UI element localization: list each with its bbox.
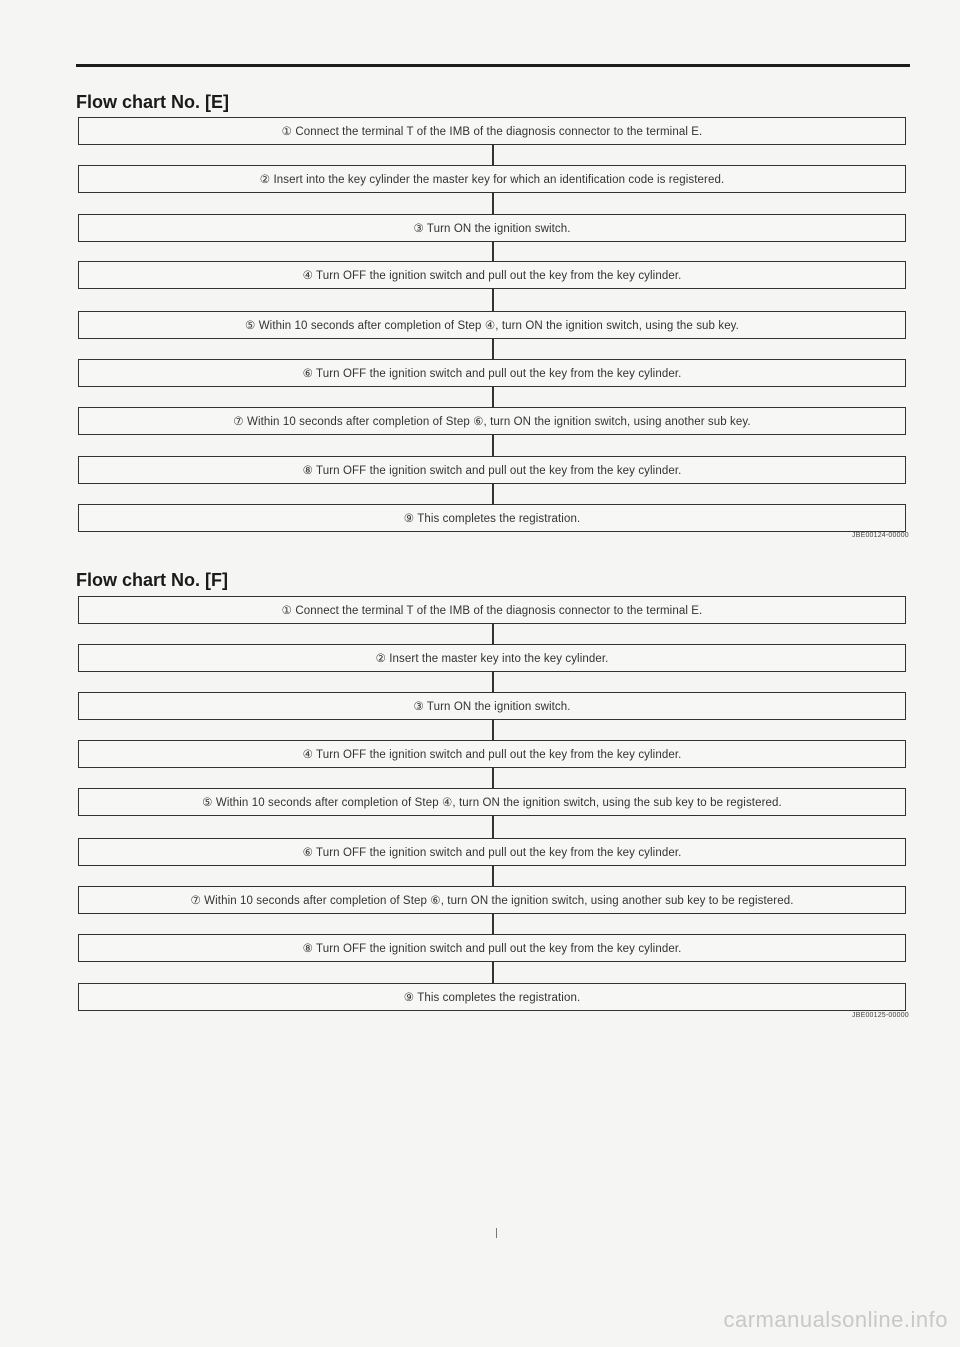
flow-f-step-1: ① Connect the terminal T of the IMB of the diagnosis connector to the terminal E.: [78, 596, 906, 624]
flow-e-connector: [492, 145, 494, 165]
flow-e-connector: [492, 289, 494, 311]
flow-e-connector: [492, 193, 494, 214]
flow-f-step-8: ⑧ Turn OFF the ignition switch and pull out the key from the key cylinder.: [78, 934, 906, 962]
watermark: carmanualsonline.info: [723, 1307, 948, 1332]
flow-e-connector: [492, 339, 494, 359]
flow-e-step-3: ③ Turn ON the ignition switch.: [78, 214, 906, 242]
flow-e-step-8: ⑧ Turn OFF the ignition switch and pull out the key from the key cylinder.: [78, 456, 906, 484]
flow-e-connector: [492, 242, 494, 261]
flow-f-figure-code: JBE00125-00000: [852, 1012, 909, 1019]
flow-e-step-9: ⑨ This completes the registration.: [78, 504, 906, 532]
flow-f-step-7: ⑦ Within 10 seconds after completion of Step ⑥, turn ON the ignition switch, using another sub key to be registered.: [78, 886, 906, 914]
flow-e-step-2: ② Insert into the key cylinder the master key for which an identification code is registered.: [78, 165, 906, 193]
flow-f-step-3: ③ Turn ON the ignition switch.: [78, 692, 906, 720]
page-mark: [496, 1228, 497, 1238]
flow-f-connector: [492, 624, 494, 644]
flow-e-connector: [492, 435, 494, 456]
flow-f-connector: [492, 672, 494, 692]
flow-e-connector: [492, 387, 494, 407]
flow-e-figure-code: JBE00124-00000: [852, 532, 909, 539]
flow-f-connector: [492, 816, 494, 838]
flow-f-step-2: ② Insert the master key into the key cylinder.: [78, 644, 906, 672]
flow-f-step-9: ⑨ This completes the registration.: [78, 983, 906, 1011]
flow-f-step-6: ⑥ Turn OFF the ignition switch and pull out the key from the key cylinder.: [78, 838, 906, 866]
top-rule: [76, 64, 910, 67]
flow-f-connector: [492, 768, 494, 788]
flow-e-step-1: ① Connect the terminal T of the IMB of the diagnosis connector to the terminal E.: [78, 117, 906, 145]
flow-f-connector: [492, 720, 494, 740]
flow-f-step-4: ④ Turn OFF the ignition switch and pull out the key from the key cylinder.: [78, 740, 906, 768]
flow-f-connector: [492, 914, 494, 934]
flow-e-step-5: ⑤ Within 10 seconds after completion of Step ④, turn ON the ignition switch, using the sub key.: [78, 311, 906, 339]
flow-f-connector: [492, 866, 494, 886]
flow-e-step-6: ⑥ Turn OFF the ignition switch and pull out the key from the key cylinder.: [78, 359, 906, 387]
flow-e-connector: [492, 484, 494, 504]
flow-f-connector: [492, 962, 494, 983]
flow-chart-f-title: Flow chart No. [F]: [76, 570, 228, 590]
flow-f-step-5: ⑤ Within 10 seconds after completion of Step ④, turn ON the ignition switch, using the sub key to be registered.: [78, 788, 906, 816]
flow-e-step-4: ④ Turn OFF the ignition switch and pull out the key from the key cylinder.: [78, 261, 906, 289]
flow-chart-e-title: Flow chart No. [E]: [76, 92, 229, 112]
flow-e-step-7: ⑦ Within 10 seconds after completion of Step ⑥, turn ON the ignition switch, using another sub key.: [78, 407, 906, 435]
